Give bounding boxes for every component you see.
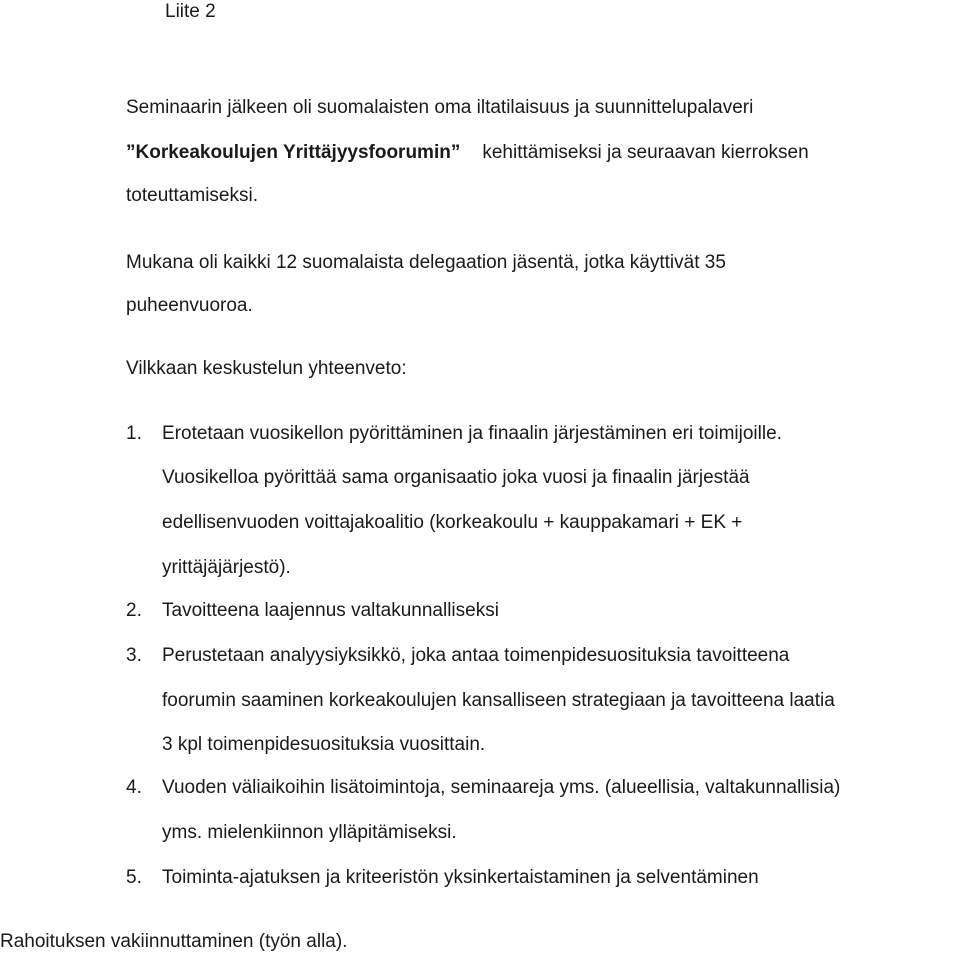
participants-line-1: Mukana oli kaikki 12 suomalaista delegaation jäsentä, jotka käyttivät 35: [126, 252, 726, 273]
intro-line-3: toteuttamiseksi.: [126, 185, 258, 206]
list-item-4-line-2: yms. mielenkiinnon ylläpitämiseksi.: [162, 822, 457, 843]
list-item-text: Toiminta-ajatuksen ja kriteeristön yksinkertaistaminen ja selventäminen: [162, 867, 759, 888]
list-item-4: [126, 776, 840, 800]
list-item-text: Erotetaan vuosikellon pyörittäminen ja finaalin järjestäminen eri toimijoille.: [162, 423, 782, 444]
funding-note: Rahoituksen vakiinnuttaminen (työn alla).: [0, 931, 348, 952]
summary-heading: Vilkkaan keskustelun yhteenveto:: [126, 358, 407, 379]
list-item-number: 5.: [126, 867, 142, 888]
list-item-number: 4.: [126, 777, 142, 798]
participants-line-2: puheenvuoroa.: [126, 295, 253, 316]
attachment-label: Liite 2: [165, 1, 216, 22]
intro-line-2: [126, 141, 809, 165]
list-item-3-line-3: 3 kpl toimenpidesuosituksia vuosittain.: [162, 734, 486, 755]
list-item-3: [126, 644, 789, 668]
list-item-5: [126, 866, 759, 890]
list-item-1-line-4: yrittäjäjärjestö).: [162, 557, 291, 578]
list-item-text: Tavoitteena laajennus valtakunnalliseksi: [162, 600, 499, 621]
list-item-number: 3.: [126, 645, 142, 666]
list-item-2: [126, 599, 499, 623]
intro-line-2-rest: kehittämiseksi ja seuraavan kierroksen: [482, 142, 809, 163]
list-item-number: 2.: [126, 600, 142, 621]
intro-line-1: Seminaarin jälkeen oli suomalaisten oma iltatilaisuus ja suunnittelupalaveri: [126, 97, 754, 118]
list-item-1-line-2: Vuosikelloa pyörittää sama organisaatio joka vuosi ja finaalin järjestää: [162, 467, 750, 488]
list-item-1-line-3: edellisenvuoden voittajakoalitio (korkeakoulu + kauppakamari + EK +: [162, 512, 743, 533]
list-item-text: Vuoden väliaikoihin lisätoimintoja, seminaareja yms. (alueellisia, valtakunnallisia): [162, 777, 841, 798]
list-item-3-line-2: foorumin saaminen korkeakoulujen kansalliseen strategiaan ja tavoitteena laatia: [162, 690, 835, 711]
list-item-text: Perustetaan analyysiyksikkö, joka antaa toimenpidesuosituksia tavoitteena: [162, 645, 790, 666]
list-item-number: 1.: [126, 423, 142, 444]
forum-name: ”Korkeakoulujen Yrittäjyysfoorumin”: [126, 142, 461, 163]
list-item-1: [126, 422, 782, 446]
